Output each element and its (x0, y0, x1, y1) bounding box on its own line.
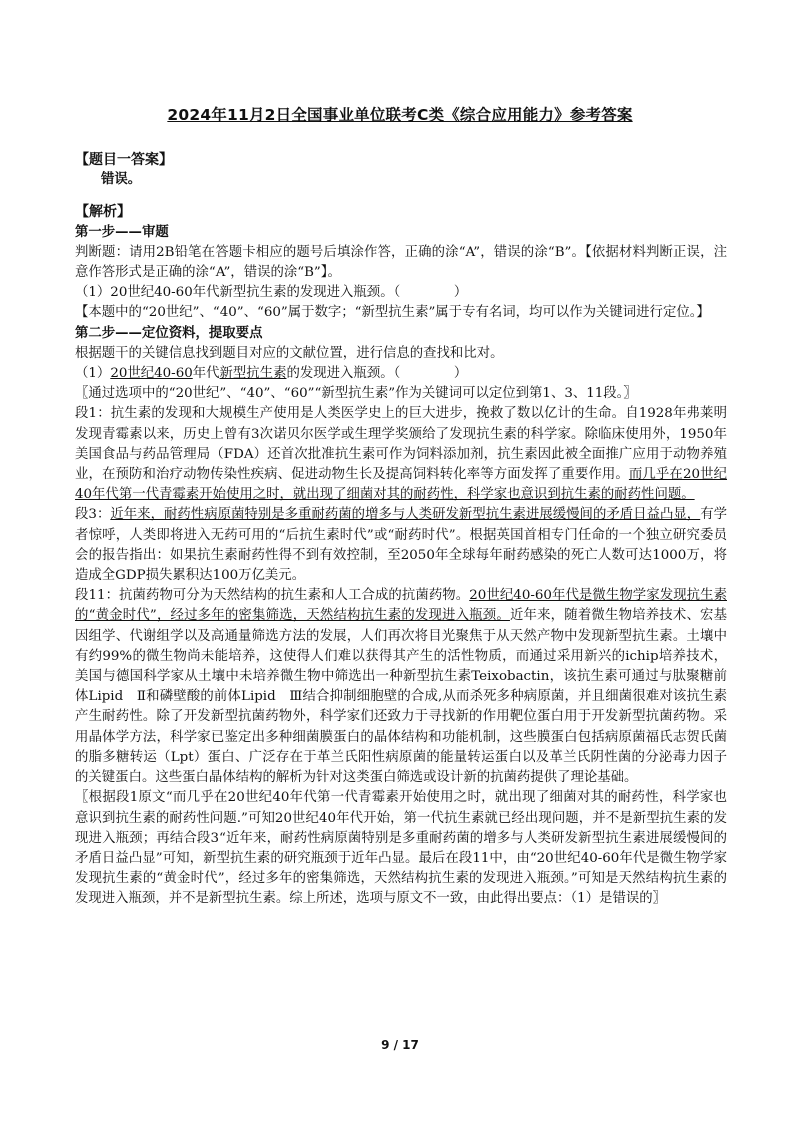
paragraph-3-prefix: 段3： (75, 507, 111, 523)
paragraph-11 (75, 586, 727, 788)
question-prefix: （1） (75, 366, 111, 382)
page-number: 9 / 17 (381, 1038, 419, 1052)
step1-title: 第一步——审题 (75, 224, 169, 240)
step1-question: （1）20世纪40-60年代新型抗生素的发现进入瓶颈。（ ） (75, 285, 468, 301)
document-body (75, 150, 727, 910)
step1-note: 【本题中的“20世纪”、“40”、“60”属于数字；“新型抗生素”属于专有名词，均可以作为关键词进行定位。】 (75, 305, 710, 321)
answer-text: 错误。 (101, 172, 142, 188)
question-mid: 年代 (192, 366, 220, 382)
step2-intro: 根据题干的关键信息找到题目对应的文献位置，进行信息的查找和比对。 (75, 345, 504, 361)
question-suffix: 的发现进入瓶颈。（ ） (286, 366, 468, 382)
paragraph-11-prefix: 段11：抗菌药物可分为天然结构的抗生素和人工合成的抗菌药物。 (75, 588, 470, 604)
paragraph-11-text: 近年来，随着微生物培养技术、宏基因组学、代谢组学以及高通量筛选方法的发展，人们再次将目光聚焦于从天然产物中发现新型抗生素。土壤中有约99%的微生物尚未能培养，这使得人们难以获得其产生的活性物质，而通过采用新兴的ichip培养技术，美国与德国科学家从土壤中未培养微生物中筛选出一种新型抗生素Teixobactin，该抗生素可通过与肽聚糖前体Lipid Ⅱ和磷壁酸的前体Lipid Ⅲ结合抑制细胞壁的合成,从而杀死多种病原菌，并且细菌很难对该抗生素产生耐药性。除了开发新型抗菌药物外，科学家们还致力于寻找新的作用靶位蛋白用于开发新型抗菌药物。采用晶体学方法，科学家已鉴定出多种细菌膜蛋白的晶体结构和功能机制，这些膜蛋白包括病原菌福氏志贺氏菌的脂多糖转运（Lpt）蛋白、广泛存在于革兰氏阳性病原菌的能量转运蛋白以及革兰氏阴性菌的分泌毒力因子的关键蛋白。这些蛋白晶体结构的解析为针对这类蛋白筛选或设计新的抗菌药提供了理论基础。 (75, 608, 727, 786)
paragraph-1 (75, 404, 727, 505)
analysis-heading: 【解析】 (75, 204, 131, 221)
paragraph-1-text: 段1：抗生素的发现和大规模生产使用是人类医学史上的巨大进步，挽救了数以亿计的生命。自1928年弗莱明发现青霉素以来，历史上曾有3次诺贝尔医学或生理学奖颁给了发现抗生素的科学家。除临床使用外，1950年美国食品与药品管理局（FDA）还首次批准抗生素可作为饲料添加剂，抗生素因此被全面推广应用于动物养殖业，在预防和治疗动物传染性疾病、促进动物生长及提高饲料转化率等方面发挥了重要作用。 (75, 406, 727, 483)
step1-instructions: 判断题：请用2B铅笔在答题卡相应的题号后填涂作答，正确的涂“A”，错误的涂“B”。【依据材料判断正误，注意作答形式是正确的涂“A”，错误的涂“B”】。 (75, 244, 727, 281)
step2-question (75, 364, 727, 384)
step2-locate: 〖通过选项中的“20世纪”、“40”、“60”“新型抗生素”作为关键词可以定位到第1、3、11段。〗 (75, 386, 637, 402)
answer-heading: 【题目一答案】 (75, 152, 173, 168)
paragraph-3-highlight: 近年来，耐药性病原菌特别是多重耐药菌的增多与人类研发新型抗生素进展缓慢间的矛盾日益凸显， (110, 507, 701, 523)
paragraph-3 (75, 505, 727, 586)
question-keyword-period: 20世纪40-60 (110, 366, 193, 382)
paragraph-3-text: 有学者惊呼，人类即将进入无药可用的“后抗生素时代”或“耐药时代”。根据英国首相专门任命的一个独立研究委员会的报告指出：如果抗生素耐药性得不到有效控制，至2050年全球每年耐药感染的死亡人数可达1000万，将造成全GDP损失累积达100万亿美元。 (75, 507, 727, 584)
page-title: 2024年11月2日全国事业单位联考C类《综合应用能力》参考答案 (167, 106, 633, 124)
question-keyword-antibiotic: 新型抗生素 (219, 366, 287, 382)
conclusion: 〖根据段1原文“而几乎在20世纪40年代第一代青霉素开始使用之时，就出现了细菌对其的耐药性，科学家也意识到抗生素的耐药性问题.”可知20世纪40年代开始，第一代抗生素就已经出现问题，并不是新型抗生素的发现进入瓶颈；再结合段3“近年来，耐药性病原菌特别是多重耐药菌的增多与人类研发新型抗生素进展缓慢间的矛盾日益凸显”可知，新型抗生素的研究瓶颈于近年凸显。最后在段11中，由“20世纪40-60年代是微生物学家发现抗生素的“黄金时代”，经过多年的密集筛选，天然结构抗生素的发现进入瓶颈。”可知是天然结构抗生素的发现进入瓶颈，并不是新型抗生素。综上所述，选项与原文不一致，由此得出要点：（1）是错误的〗 (75, 790, 727, 907)
paragraph-1-highlight: 而几乎在20世纪40年代第一代青霉素开始使用之时，就出现了细菌对其的耐药性，科学家也意识到抗生素的耐药性问题。 (75, 467, 728, 503)
paragraph-11-highlight: 20世纪40-60年代是微生物学家发现抗生素的“黄金时代”，经过多年的密集筛选，天然结构抗生素的发现进入瓶颈。 (75, 588, 727, 624)
step2-title: 第二步——定位资料，提取要点 (75, 325, 263, 341)
